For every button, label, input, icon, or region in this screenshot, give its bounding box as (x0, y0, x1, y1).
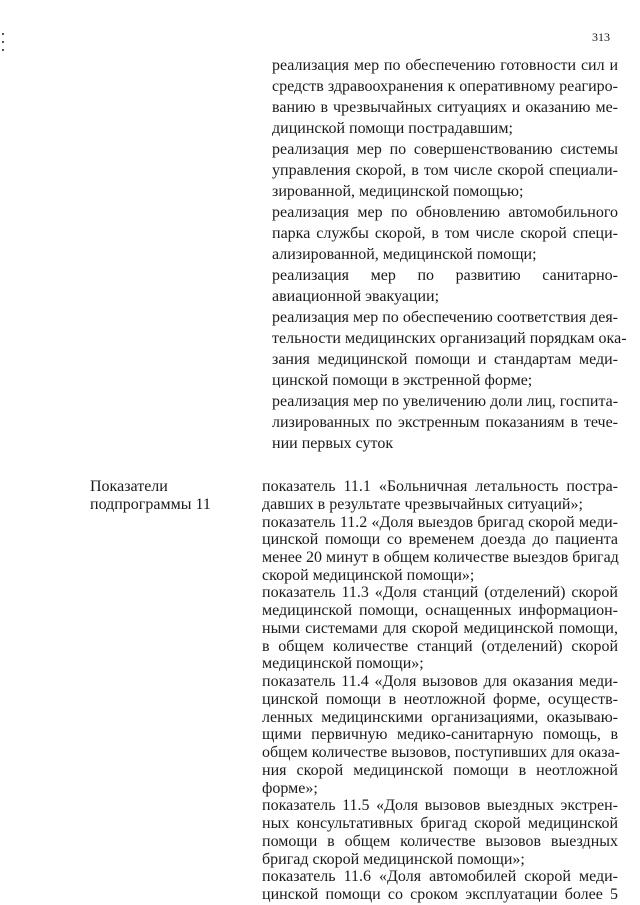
indicator-line: показатель 11.3 «Доля станций (отделений) скорой (262, 584, 618, 602)
indicator-line: ния скорой медицинской помощи в неотложной (262, 761, 618, 779)
measure-line: цинской помощи в экстренной форме; (272, 372, 533, 389)
measure-line: лизированных по экстренным показаниям в тече- (272, 414, 618, 431)
indicator-line: общем количестве вызовов, поступивших для оказа- (262, 744, 620, 762)
margin-mark (2, 33, 4, 35)
indicator-line: цинской помощи со сроком эксплуатации более 5 (262, 886, 618, 903)
indicator-line: бригад скорой медицинской помощи»; (262, 850, 525, 868)
measure-line: реализация мер по обеспечению соответствия дея- (272, 309, 618, 326)
indicators-label: подпрограммы 11 (90, 495, 211, 513)
measure-line: зания медицинской помощи и стандартам меди- (272, 351, 618, 368)
page-number: 313 (592, 30, 610, 44)
measure-line: управления скорой, в том числе скорой специали- (272, 162, 618, 179)
indicator-line: менее 20 минут в общем количестве выездов бригад (262, 549, 619, 566)
measure-line: реализация мер по развитию санитарно- (272, 267, 618, 284)
measure-line: реализация мер по совершенствованию системы (272, 141, 618, 158)
indicator-line: цинской помощи со временем доезда до пациента (262, 531, 618, 549)
margin-mark (2, 49, 4, 51)
measure-line: ализированной, медицинской помощи; (272, 246, 537, 263)
indicator-line: скорой медицинской помощи»; (262, 566, 475, 584)
indicator-line: медицинской помощи, оснащенных информацион- (262, 602, 618, 620)
measure-line: реализация мер по обновлению автомобильного (272, 204, 618, 221)
indicator-line: ных консультативных бригад скорой медицинской (262, 815, 618, 832)
measure-line: нии первых суток (272, 435, 394, 452)
indicator-line: щими первичную медико-санитарную помощь, в (262, 726, 618, 744)
indicator-line: показатель 11.2 «Доля выездов бригад скорой меди- (262, 513, 618, 531)
indicator-line: показатель 11.5 «Доля вызовов выездных экстрен- (262, 797, 618, 815)
indicator-line: показатель 11.6 «Доля автомобилей скорой меди- (262, 868, 618, 886)
measure-line: зированной, медицинской помощью; (272, 183, 524, 200)
measure-line: реализация мер по обеспечению готовности сил и (272, 57, 618, 74)
margin-mark (2, 41, 4, 43)
measure-line: средств здравоохранения к оперативному реагиро- (272, 78, 618, 95)
indicator-line: форме»; (262, 779, 318, 797)
indicators-label: Показатели (90, 478, 168, 495)
measure-line: ванию в чрезвычайных ситуациях и оказанию ме- (272, 99, 618, 116)
indicator-line: в общем количестве станций (отделений) скорой (262, 637, 618, 655)
measure-line: дицинской помощи пострадавшим; (272, 120, 513, 137)
indicator-line: показатель 11.4 «Доля вызовов для оказания меди- (262, 673, 618, 691)
indicator-line: давших в результате чрезвычайных ситуаций»; (262, 495, 583, 513)
indicator-line: медицинской помощи»; (262, 655, 424, 673)
indicator-line: цинской помощи в неотложной форме, осуществ- (262, 690, 618, 708)
measure-line: авиационной эвакуации; (272, 288, 440, 305)
indicator-line: показатель 11.1 «Больничная летальность постра- (262, 478, 618, 495)
measure-line: реализация мер по увеличению доли лиц, госпита- (272, 393, 619, 410)
measure-line: тельности медицинских организаций порядкам ока- (272, 330, 627, 347)
measure-line: парка службы скорой, в том числе скорой специ- (272, 225, 618, 242)
indicator-line: помощи в общем количестве вызовов выездных (262, 832, 618, 850)
indicator-line: ными системами для скорой медицинской помощи, (262, 619, 618, 637)
indicator-line: ленных медицинскими организациями, оказываю- (262, 708, 618, 726)
